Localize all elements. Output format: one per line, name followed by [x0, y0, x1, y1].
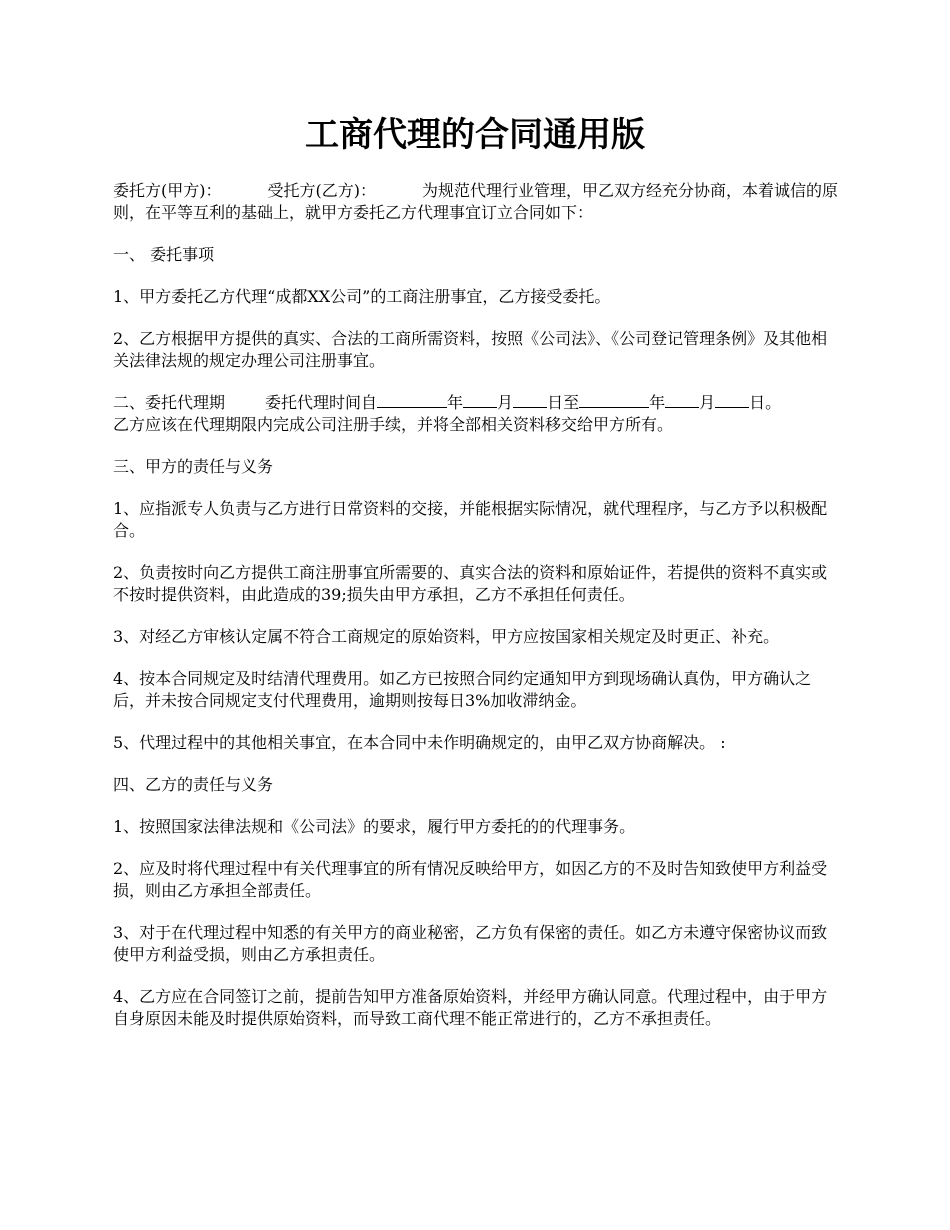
party-a-label: 委托方(甲方)： — [113, 181, 222, 200]
day-to-label: 日至 — [547, 393, 580, 412]
section-3-item-5: 5、代理过程中的其他相关事宜，在本合同中未作明确规定的，由甲乙双方协商解决。 : — [113, 733, 726, 752]
blank-start-year — [377, 393, 447, 408]
intro-paragraph — [113, 180, 843, 224]
section-4-item-1: 1、按照国家法律法规和《公司法》的要求，履行甲方委托的的代理事务。 — [113, 817, 636, 836]
document-title: 工商代理的合同通用版 — [305, 115, 645, 155]
section-3-item-2: 2、负责按时向乙方提供工商注册事宜所需要的、真实合法的资料和原始证件，若提供的资料不真实或不按时提供资料，由此造成的39;损失由甲方承担，乙方不承担任何责任。 — [113, 563, 828, 604]
month-label-end: 月 — [699, 393, 716, 412]
period-lead: 委托代理时间自 — [265, 393, 378, 412]
section-3-item-4: 4、按本合同规定及时结清代理费用。如乙方已按照合同约定通知甲方到现场确认真伪，甲方确认之后，并未按合同规定支付代理费用，逾期则按每日3%加收滞纳金。 — [113, 669, 812, 710]
year-label-end: 年 — [649, 393, 666, 412]
year-label: 年 — [447, 393, 464, 412]
blank-start-month — [463, 393, 497, 408]
section-4-item-3: 3、对于在代理过程中知悉的有关甲方的商业秘密，乙方负有保密的责任。如乙方未遵守保密协议而致使甲方利益受损，则由乙方承担责任。 — [113, 923, 828, 964]
section-3-heading: 三、甲方的责任与义务 — [113, 457, 274, 476]
section-2-paragraph — [113, 392, 853, 436]
intro-text: 为规范代理行业管理，甲乙双方经充分协商，本着诚信的原则，在平等互利的基础上，就甲方委托乙方代理事宜订立合同如下： — [113, 181, 839, 222]
blank-start-day — [513, 393, 547, 408]
section-4-heading: 四、乙方的责任与义务 — [113, 775, 274, 794]
section-4-item-2: 2、应及时将代理过程中有关代理事宜的所有情况反映给甲方，如因乙方的不及时告知致使甲方利益受损，则由乙方承担全部责任。 — [113, 859, 828, 900]
day-end-label: 日。 — [749, 393, 782, 412]
section-2-tail: 乙方应该在代理期限内完成公司注册手续，并将全部相关资料移交给甲方所有。 — [113, 415, 674, 434]
section-1-item-1: 1、甲方委托乙方代理“成都XX公司”的工商注册事宜，乙方接受委托。 — [113, 287, 611, 306]
section-1-item-2: 2、乙方根据甲方提供的真实、合法的工商所需资料，按照《公司法》、《公司登记管理条例》及其他相关法律法规的规定办理公司注册事宜。 — [113, 329, 828, 370]
section-3-item-1: 1、应指派专人负责与乙方进行日常资料的交接，并能根据实际情况，就代理程序，与乙方予以积极配合。 — [113, 499, 828, 540]
month-label: 月 — [497, 393, 514, 412]
blank-end-year — [579, 393, 649, 408]
party-b-label: 受托方(乙方)： — [267, 181, 376, 200]
section-3-item-3: 3、对经乙方审核认定属不符合工商规定的原始资料，甲方应按国家相关规定及时更正、补充。 — [113, 627, 780, 646]
blank-end-month — [665, 393, 699, 408]
section-1-heading: 一、 委托事项 — [113, 245, 215, 264]
section-2-heading: 二、委托代理期 — [113, 393, 226, 412]
blank-end-day — [715, 393, 749, 408]
document-body — [113, 180, 843, 1050]
section-4-item-4: 4、乙方应在合同签订之前，提前告知甲方准备原始资料，并经甲方确认同意。代理过程中，由于甲方自身原因未能及时提供原始资料，而导致工商代理不能正常进行的，乙方不承担责任。 — [113, 987, 828, 1028]
